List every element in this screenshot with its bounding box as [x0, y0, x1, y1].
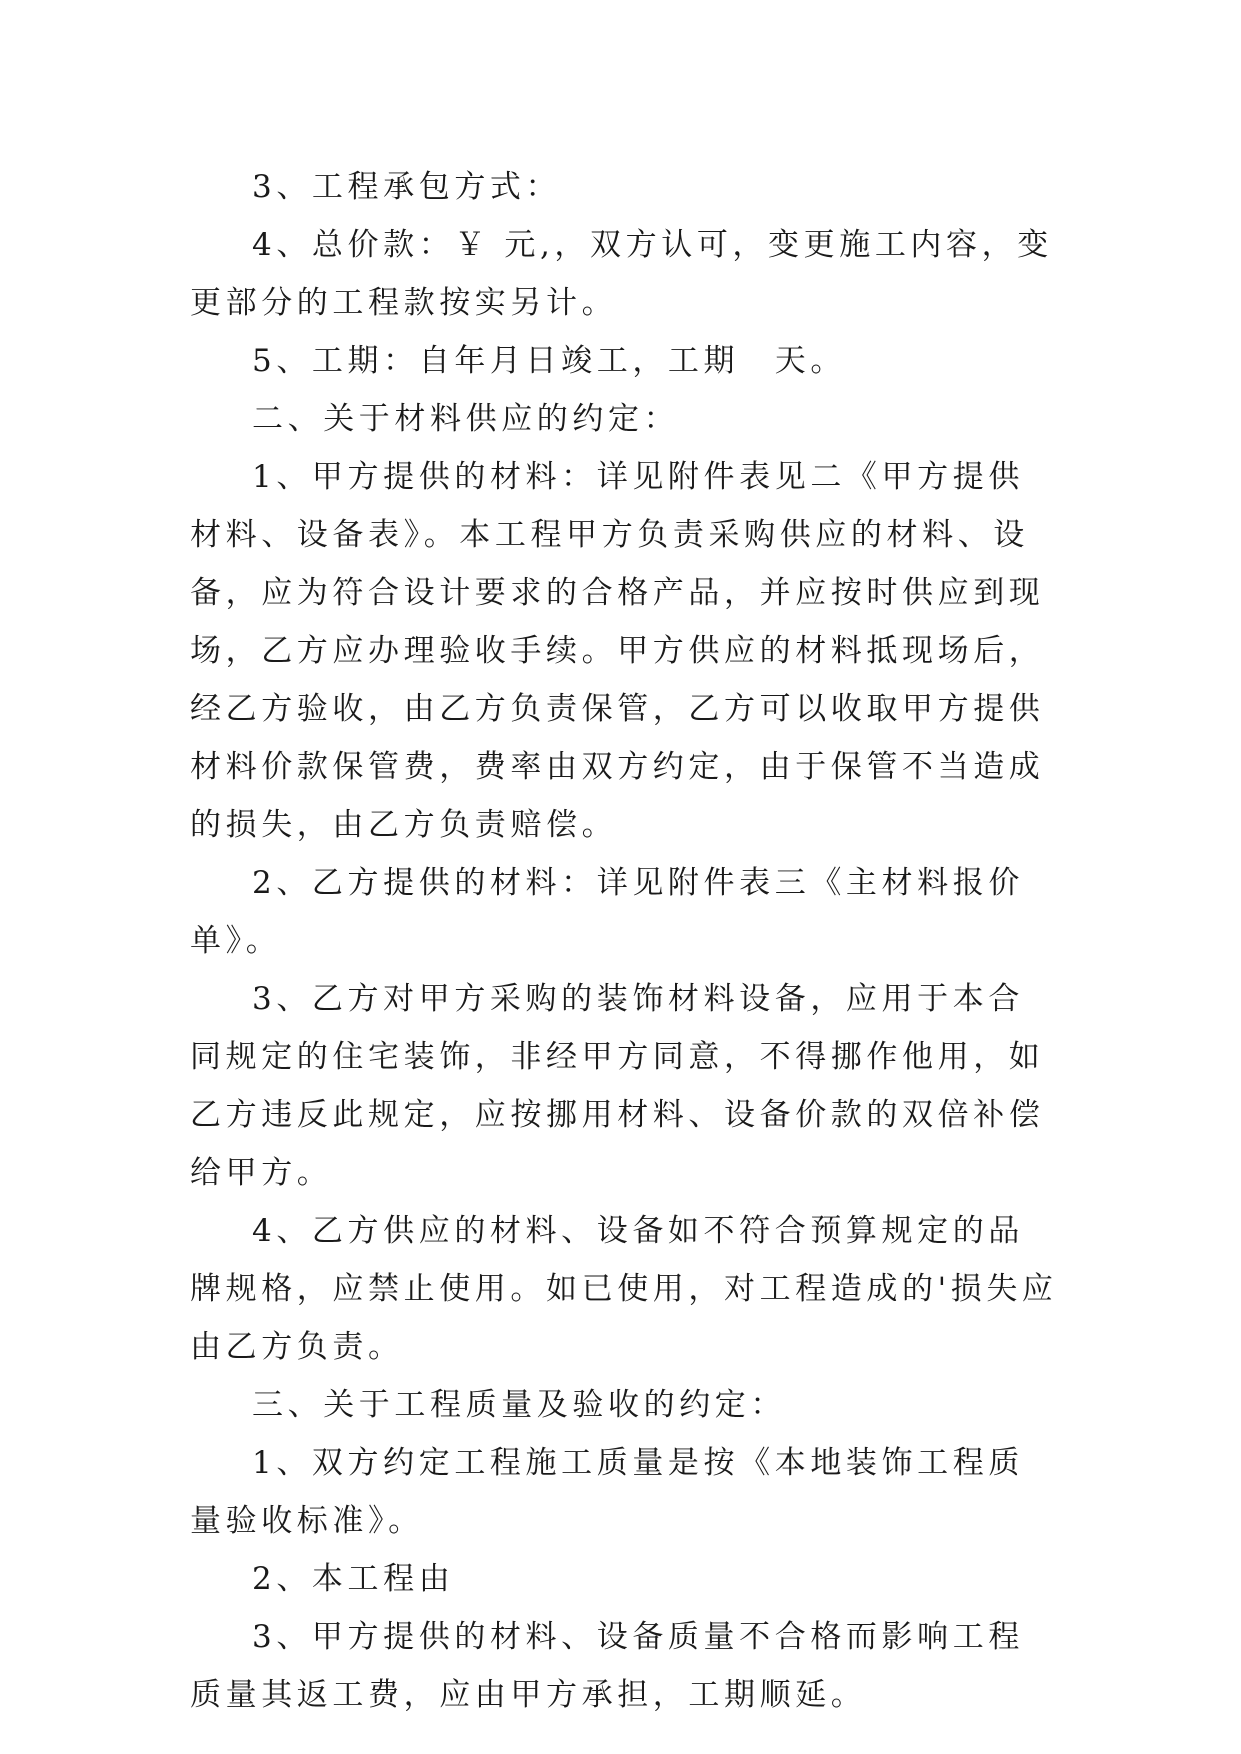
section-heading-quality: 三、关于工程质量及验收的约定： [252, 1387, 786, 1423]
paragraph-quality-standard: 1、双方约定工程施工质量是按《本地装饰工程质量验收标准》。 [190, 1445, 1024, 1539]
paragraph-contract-method: 3、工程承包方式： [252, 169, 562, 205]
paragraph-project-by: 2、本工程由 [252, 1561, 455, 1597]
paragraph-total-price: 4、总价款：￥ 元,，双方认可，变更施工内容，变更部分的工程款按实另计。 [190, 227, 1053, 321]
paragraph-party-a-materials: 1、甲方提供的材料：详见附件表见二《甲方提供材料、设备表》。本工程甲方负责采购供应的材料、设备，应为符合设计要求的合格产品，并应按时供应到现场，乙方应办理验收手续。甲方供应的材料抵现场后，经乙方验收，由乙方负责保管，乙方可以收取甲方提供材料价款保管费，费率由双方约定，由于保管不当造成的损失，由乙方负责赔偿。 [190, 459, 1045, 843]
paragraph-rework-cost: 3、甲方提供的材料、设备质量不合格而影响工程质量其返工费，应由甲方承担，工期顺延。 [190, 1619, 1024, 1713]
section-heading-materials: 二、关于材料供应的约定： [252, 401, 680, 437]
paragraph-material-spec: 4、乙方供应的材料、设备如不符合预算规定的品牌规格，应禁止使用。如已使用，对工程造成的'损失应由乙方负责。 [190, 1213, 1058, 1365]
paragraph-party-b-materials: 2、乙方提供的材料：详见附件表三《主材料报价单》。 [190, 865, 1024, 959]
document-body [190, 158, 1058, 1724]
paragraph-material-use: 3、乙方对甲方采购的装饰材料设备，应用于本合同规定的住宅装饰，非经甲方同意，不得挪作他用，如乙方违反此规定，应按挪用材料、设备价款的双倍补偿给甲方。 [190, 981, 1045, 1191]
paragraph-schedule: 5、工期：自年月日竣工，工期 天。 [252, 343, 846, 379]
